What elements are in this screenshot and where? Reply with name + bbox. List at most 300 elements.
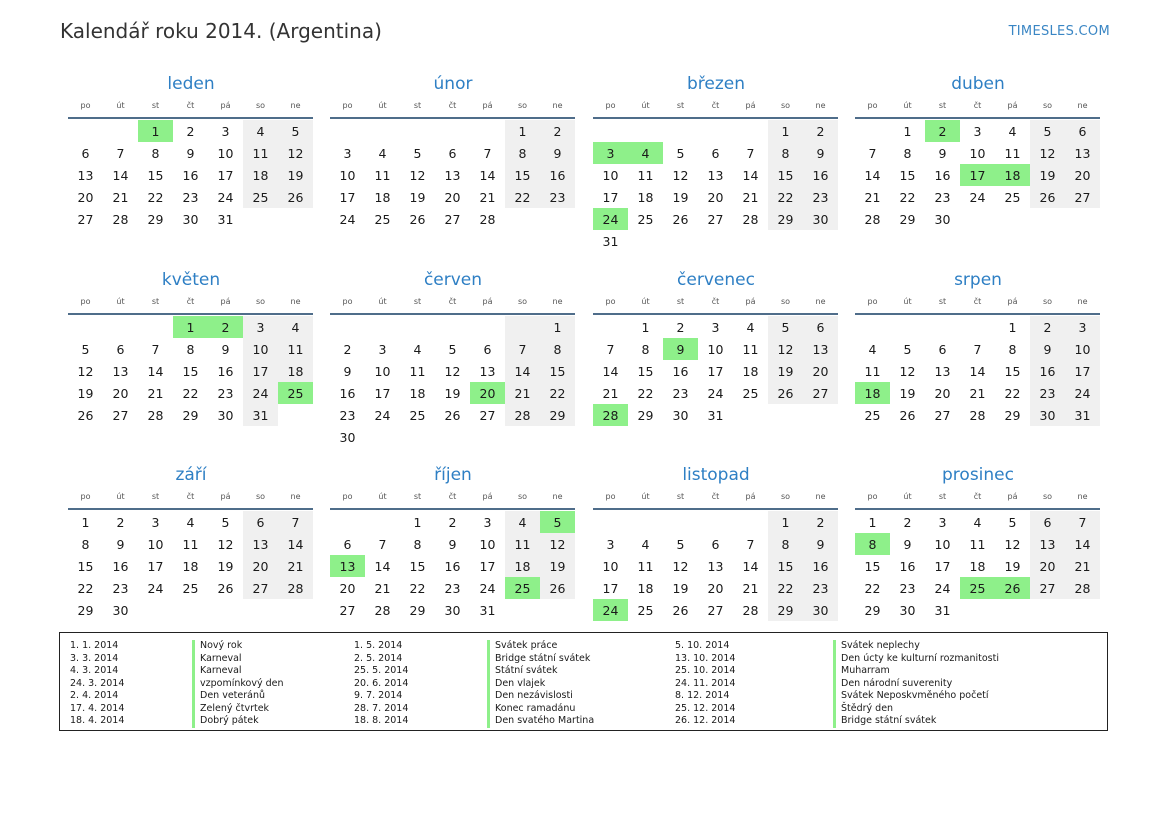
- day-cell: 7: [973, 341, 982, 357]
- legend-date: 13. 10. 2014: [675, 652, 736, 664]
- day-cell: 30: [803, 599, 838, 621]
- day-cell: 6: [1065, 120, 1100, 142]
- day-cell: 27: [707, 211, 724, 227]
- day-cell: 8: [151, 145, 160, 161]
- header-rule: [330, 313, 575, 315]
- weekday-header: [855, 489, 1101, 505]
- weekday-label: po: [342, 297, 353, 306]
- weekday-label: ne: [290, 297, 301, 306]
- header-rule: [593, 117, 838, 119]
- day-cell: 6: [81, 145, 90, 161]
- day-cell: 24: [934, 580, 951, 596]
- day-cell: 9: [116, 536, 125, 552]
- day-cell: 25: [243, 186, 278, 208]
- legend-date: 9. 7. 2014: [354, 690, 403, 701]
- legend-holiday-name: Den úcty ke kulturní rozmanitosti: [841, 652, 999, 664]
- month-name: únor: [433, 74, 473, 94]
- day-cell: 21: [505, 382, 540, 404]
- day-cell: 12: [672, 167, 689, 183]
- month-name: listopad: [682, 465, 750, 485]
- weekday-label: čt: [711, 297, 720, 306]
- month-name: březen: [686, 74, 746, 94]
- weekday-label: út: [903, 492, 912, 501]
- day-cell: 23: [540, 186, 575, 208]
- weekday-label: st: [938, 297, 947, 306]
- day-cell: 28: [147, 407, 164, 423]
- legend-holiday-name: Den národní suverenity: [841, 677, 953, 689]
- day-cell: 2: [208, 316, 243, 338]
- day-cell: 11: [637, 167, 654, 183]
- empty-cell: [173, 599, 208, 621]
- day-cell: 1: [641, 319, 650, 335]
- day-cell: 1: [903, 123, 912, 139]
- legend-date: 4. 3. 2014: [70, 665, 119, 676]
- day-cell: 13: [1030, 533, 1065, 555]
- day-grid: [330, 511, 576, 621]
- day-cell: 2: [343, 341, 352, 357]
- day-grid: [330, 120, 576, 230]
- empty-cell: [540, 208, 575, 230]
- day-cell: 14: [864, 167, 881, 183]
- day-cell: 20: [707, 189, 724, 205]
- day-cell: 6: [1030, 511, 1065, 533]
- day-cell: 1: [1008, 319, 1017, 335]
- weekday-label: ne: [815, 101, 826, 110]
- day-grid: [855, 316, 1101, 426]
- legend-names-column: [192, 640, 284, 728]
- weekday-label: st: [676, 101, 685, 110]
- day-cell: 1: [413, 514, 422, 530]
- day-cell: 25: [505, 577, 540, 599]
- day-cell: 27: [339, 602, 356, 618]
- day-cell: 2: [903, 514, 912, 530]
- day-cell: 26: [1030, 186, 1065, 208]
- day-cell: 24: [707, 385, 724, 401]
- day-cell: 7: [116, 145, 125, 161]
- weekday-label: po: [867, 492, 878, 501]
- day-cell: 11: [742, 341, 759, 357]
- day-cell: 4: [186, 514, 195, 530]
- day-cell: 27: [444, 211, 461, 227]
- weekday-header: [593, 98, 839, 114]
- day-cell: 25: [278, 382, 313, 404]
- day-cell: 10: [339, 167, 356, 183]
- empty-cell: [960, 316, 995, 338]
- weekday-label: po: [80, 492, 91, 501]
- day-cell: 28: [278, 577, 313, 599]
- empty-cell: [1065, 208, 1100, 230]
- day-cell: 14: [505, 360, 540, 382]
- empty-cell: [208, 599, 243, 621]
- header-rule: [593, 508, 838, 510]
- day-cell: 7: [1065, 511, 1100, 533]
- day-cell: 11: [864, 363, 881, 379]
- day-cell: 25: [637, 602, 654, 618]
- day-cell: 18: [243, 164, 278, 186]
- legend-date: 20. 6. 2014: [354, 677, 409, 689]
- weekday-label: út: [903, 297, 912, 306]
- day-cell: 2: [116, 514, 125, 530]
- day-cell: 14: [147, 363, 164, 379]
- day-cell: 13: [112, 363, 129, 379]
- weekday-header: [330, 294, 576, 310]
- day-cell: 30: [934, 211, 951, 227]
- day-cell: 17: [602, 580, 619, 596]
- day-cell: 25: [864, 407, 881, 423]
- day-cell: 14: [112, 167, 129, 183]
- day-cell: 14: [1065, 533, 1100, 555]
- day-cell: 20: [803, 360, 838, 382]
- day-cell: 10: [243, 338, 278, 360]
- weekday-label: čt: [448, 101, 457, 110]
- day-cell: 5: [221, 514, 230, 530]
- day-cell: 12: [540, 533, 575, 555]
- day-cell: 30: [339, 429, 356, 445]
- legend-date: 24. 11. 2014: [675, 677, 736, 689]
- day-cell: 6: [483, 341, 492, 357]
- weekday-label: pá: [482, 297, 493, 306]
- empty-cell: [505, 316, 540, 338]
- empty-cell: [855, 316, 890, 338]
- day-cell: 7: [378, 536, 387, 552]
- day-cell: 27: [112, 407, 129, 423]
- empty-cell: [663, 120, 698, 142]
- day-cell: 18: [374, 189, 391, 205]
- empty-cell: [68, 120, 103, 142]
- day-cell: 14: [602, 363, 619, 379]
- day-cell: 5: [448, 341, 457, 357]
- weekday-label: pá: [482, 101, 493, 110]
- day-cell: 17: [960, 164, 995, 186]
- day-cell: 18: [742, 363, 759, 379]
- month-6: [593, 266, 839, 426]
- day-cell: 9: [343, 363, 352, 379]
- legend-names-column: [833, 640, 999, 728]
- day-cell: 21: [864, 189, 881, 205]
- day-cell: 16: [182, 167, 199, 183]
- header-rule: [855, 117, 1100, 119]
- day-cell: 27: [707, 602, 724, 618]
- day-cell: 7: [278, 511, 313, 533]
- day-cell: 27: [77, 211, 94, 227]
- day-cell: 12: [1004, 536, 1021, 552]
- day-cell: 28: [864, 211, 881, 227]
- weekday-label: út: [116, 492, 125, 501]
- weekday-label: čt: [973, 297, 982, 306]
- empty-cell: [470, 426, 505, 448]
- day-cell: 27: [479, 407, 496, 423]
- empty-cell: [68, 316, 103, 338]
- day-cell: 21: [112, 189, 129, 205]
- month-name: květen: [161, 270, 221, 290]
- day-cell: 19: [1004, 558, 1021, 574]
- day-cell: 7: [868, 145, 877, 161]
- day-cell: 16: [540, 164, 575, 186]
- day-cell: 4: [413, 341, 422, 357]
- legend-holiday-name: Karneval: [200, 665, 242, 676]
- weekday-label: pá: [745, 101, 756, 110]
- empty-cell: [103, 316, 138, 338]
- day-cell: 7: [746, 536, 755, 552]
- legend-holiday-name: Svátek práce: [495, 640, 558, 651]
- day-cell: 23: [803, 186, 838, 208]
- day-cell: 1: [868, 514, 877, 530]
- day-cell: 30: [182, 211, 199, 227]
- day-cell: 21: [969, 385, 986, 401]
- day-cell: 24: [479, 580, 496, 596]
- day-cell: 16: [217, 363, 234, 379]
- empty-cell: [925, 316, 960, 338]
- weekday-label: čt: [186, 297, 195, 306]
- weekday-label: út: [641, 492, 650, 501]
- empty-cell: [243, 208, 278, 230]
- day-cell: 18: [995, 164, 1030, 186]
- day-cell: 29: [899, 211, 916, 227]
- empty-cell: [365, 426, 400, 448]
- weekday-label: út: [378, 492, 387, 501]
- day-cell: 8: [641, 341, 650, 357]
- day-cell: 26: [540, 577, 575, 599]
- day-cell: 29: [768, 208, 803, 230]
- month-name: duben: [951, 74, 1005, 94]
- day-cell: 2: [925, 120, 960, 142]
- day-cell: 15: [409, 558, 426, 574]
- month-name: leden: [167, 74, 215, 94]
- day-cell: 22: [637, 385, 654, 401]
- weekday-label: po: [867, 297, 878, 306]
- day-cell: 22: [899, 189, 916, 205]
- day-cell: 22: [147, 189, 164, 205]
- day-cell: 20: [243, 555, 278, 577]
- day-cell: 26: [278, 186, 313, 208]
- weekday-label: pá: [220, 492, 231, 501]
- day-cell: 19: [278, 164, 313, 186]
- day-cell: 27: [1030, 577, 1065, 599]
- day-cell: 7: [151, 341, 160, 357]
- day-cell: 31: [243, 404, 278, 426]
- day-cell: 9: [663, 338, 698, 360]
- day-cell: 22: [182, 385, 199, 401]
- day-cell: 21: [278, 555, 313, 577]
- legend-date: 28. 7. 2014: [354, 702, 409, 714]
- day-cell: 18: [278, 360, 313, 382]
- day-cell: 5: [1008, 514, 1017, 530]
- empty-cell: [278, 599, 313, 621]
- day-cell: 24: [593, 599, 628, 621]
- weekday-label: čt: [448, 297, 457, 306]
- day-cell: 9: [903, 536, 912, 552]
- day-cell: 23: [444, 580, 461, 596]
- month-name: říjen: [434, 465, 472, 485]
- day-cell: 17: [479, 558, 496, 574]
- weekday-label: pá: [482, 492, 493, 501]
- day-cell: 19: [77, 385, 94, 401]
- day-cell: 1: [81, 514, 90, 530]
- empty-cell: [628, 511, 663, 533]
- day-cell: 31: [602, 233, 619, 249]
- legend-date: 1. 5. 2014: [354, 640, 403, 651]
- day-cell: 4: [746, 319, 755, 335]
- empty-cell: [960, 599, 995, 621]
- day-cell: 11: [243, 142, 278, 164]
- empty-cell: [138, 599, 173, 621]
- day-cell: 3: [378, 341, 387, 357]
- day-cell: 4: [278, 316, 313, 338]
- day-cell: 3: [221, 123, 230, 139]
- empty-cell: [138, 316, 173, 338]
- day-cell: 23: [803, 577, 838, 599]
- day-cell: 11: [969, 536, 986, 552]
- day-cell: 19: [1030, 164, 1065, 186]
- empty-cell: [330, 316, 365, 338]
- day-cell: 25: [960, 577, 995, 599]
- empty-cell: [400, 316, 435, 338]
- day-cell: 1: [505, 120, 540, 142]
- weekday-label: čt: [186, 492, 195, 501]
- day-cell: 19: [540, 555, 575, 577]
- day-cell: 10: [147, 536, 164, 552]
- day-cell: 8: [903, 145, 912, 161]
- day-cell: 3: [151, 514, 160, 530]
- day-cell: 28: [374, 602, 391, 618]
- weekday-label: st: [151, 101, 160, 110]
- day-cell: 26: [672, 602, 689, 618]
- weekday-label: pá: [745, 297, 756, 306]
- day-cell: 5: [540, 511, 575, 533]
- day-cell: 6: [711, 145, 720, 161]
- page-title: Kalendář roku 2014. (Argentina): [60, 19, 382, 43]
- weekday-label: ne: [1077, 101, 1088, 110]
- day-cell: 27: [243, 577, 278, 599]
- day-cell: 1: [768, 511, 803, 533]
- day-grid: [68, 316, 314, 426]
- day-grid: [593, 316, 839, 426]
- empty-cell: [890, 316, 925, 338]
- weekday-label: pá: [220, 101, 231, 110]
- day-cell: 29: [637, 407, 654, 423]
- day-cell: 12: [409, 167, 426, 183]
- day-cell: 5: [676, 145, 685, 161]
- month-name: červenec: [677, 270, 755, 290]
- day-cell: 19: [217, 558, 234, 574]
- empty-cell: [768, 230, 803, 252]
- day-cell: 10: [479, 536, 496, 552]
- weekday-label: ne: [552, 492, 563, 501]
- day-cell: 10: [602, 558, 619, 574]
- weekday-label: st: [413, 101, 422, 110]
- day-cell: 5: [768, 316, 803, 338]
- day-cell: 11: [505, 533, 540, 555]
- day-cell: 29: [77, 602, 94, 618]
- empty-cell: [733, 404, 768, 426]
- day-cell: 1: [540, 316, 575, 338]
- day-cell: 13: [330, 555, 365, 577]
- day-cell: 6: [448, 145, 457, 161]
- weekday-header: [855, 294, 1101, 310]
- day-cell: 10: [217, 145, 234, 161]
- day-cell: 24: [374, 407, 391, 423]
- legend-date: 5. 10. 2014: [675, 640, 730, 651]
- day-cell: 26: [995, 577, 1030, 599]
- day-cell: 21: [742, 580, 759, 596]
- weekday-label: ne: [290, 492, 301, 501]
- weekday-header: [330, 98, 576, 114]
- day-cell: 13: [77, 167, 94, 183]
- weekday-header: [68, 489, 314, 505]
- weekday-header: [593, 294, 839, 310]
- day-cell: 19: [672, 189, 689, 205]
- day-cell: 18: [182, 558, 199, 574]
- day-cell: 28: [742, 602, 759, 618]
- day-cell: 14: [742, 167, 759, 183]
- day-cell: 11: [637, 558, 654, 574]
- day-cell: 5: [413, 145, 422, 161]
- day-cell: 28: [479, 211, 496, 227]
- day-cell: 16: [672, 363, 689, 379]
- day-cell: 15: [182, 363, 199, 379]
- day-cell: 26: [899, 407, 916, 423]
- day-cell: 25: [742, 385, 759, 401]
- empty-cell: [803, 404, 838, 426]
- day-cell: 13: [707, 558, 724, 574]
- day-cell: 16: [803, 555, 838, 577]
- legend-holiday-name: vzpomínkový den: [200, 677, 284, 689]
- weekday-label: út: [641, 101, 650, 110]
- day-cell: 15: [147, 167, 164, 183]
- day-cell: 30: [803, 208, 838, 230]
- day-cell: 16: [934, 167, 951, 183]
- empty-cell: [593, 316, 628, 338]
- weekday-label: so: [517, 101, 528, 110]
- header-rule: [855, 508, 1100, 510]
- weekday-label: pá: [1007, 297, 1018, 306]
- day-cell: 15: [864, 558, 881, 574]
- day-cell: 17: [339, 189, 356, 205]
- day-cell: 30: [444, 602, 461, 618]
- empty-cell: [855, 120, 890, 142]
- day-cell: 8: [186, 341, 195, 357]
- day-cell: 18: [637, 189, 654, 205]
- day-cell: 22: [768, 577, 803, 599]
- day-cell: 17: [602, 189, 619, 205]
- day-cell: 24: [243, 382, 278, 404]
- empty-cell: [278, 404, 313, 426]
- day-cell: 9: [186, 145, 195, 161]
- day-cell: 7: [606, 341, 615, 357]
- day-cell: 27: [1065, 186, 1100, 208]
- legend-holiday-name: Den nezávislosti: [495, 690, 573, 701]
- day-cell: 15: [768, 555, 803, 577]
- day-cell: 22: [540, 382, 575, 404]
- weekday-label: pá: [1007, 492, 1018, 501]
- day-cell: 20: [934, 385, 951, 401]
- month-1: [330, 70, 576, 230]
- day-cell: 23: [112, 580, 129, 596]
- day-cell: 21: [147, 385, 164, 401]
- day-cell: 13: [243, 533, 278, 555]
- day-cell: 11: [278, 338, 313, 360]
- day-cell: 9: [448, 536, 457, 552]
- weekday-label: so: [255, 492, 266, 501]
- legend-dates-column: [70, 640, 124, 728]
- day-cell: 4: [1008, 123, 1017, 139]
- weekday-label: so: [1042, 101, 1053, 110]
- day-cell: 19: [899, 385, 916, 401]
- brand-logo-text[interactable]: TIMESLES.COM: [1008, 24, 1110, 39]
- weekday-label: čt: [711, 492, 720, 501]
- legend-holiday-name: Svátek Neposkvměného početí: [841, 690, 989, 701]
- day-cell: 20: [77, 189, 94, 205]
